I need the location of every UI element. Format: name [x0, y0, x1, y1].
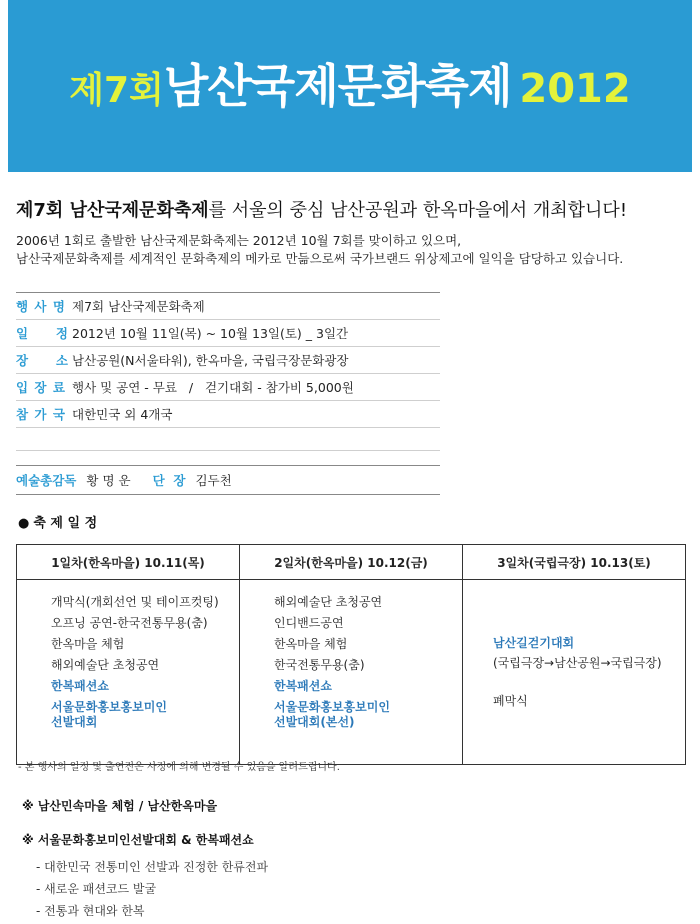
headline — [16, 196, 627, 222]
section-heading: ※ 서울문화홍보미인선발대회 & 한복패션쇼 — [22, 833, 254, 847]
schedule-item: 오프닝 공연-한국전통무용(춤) — [51, 616, 208, 630]
head-name: 김두천 — [195, 473, 232, 488]
info-row-countries — [16, 401, 440, 428]
headline-bold: 제7회 남산국제문화축제 — [16, 200, 209, 221]
schedule-body-row — [17, 580, 686, 765]
intro-line: 2006년 1회로 출발한 남산국제문화축제는 2012년 10월 7회를 맞이하고 있으며, — [16, 233, 462, 248]
info-label: 일 정 — [16, 326, 69, 341]
day2-cell — [240, 580, 463, 765]
schedule-item: 해외예술단 초청공연 — [51, 658, 160, 672]
edition-label: 제7회 — [69, 70, 164, 111]
day3-cell — [463, 580, 686, 765]
info-row-name — [16, 292, 440, 320]
director-label: 예술총감독 — [16, 473, 77, 488]
schedule-note: - 본 행사의 일정 및 출연진은 사정에 의해 변경될 수 있음을 알려드립니다. — [18, 762, 340, 773]
schedule-item: 폐막식 — [493, 694, 528, 708]
festival-year: 2012 — [519, 66, 631, 112]
info-row-fee — [16, 374, 440, 401]
bullet-item: - 새로운 패션코드 발굴 — [36, 882, 157, 896]
schedule-highlight: 한복패션쇼 — [51, 679, 109, 693]
info-label: 참 가 국 — [16, 407, 66, 422]
info-row-blank — [16, 428, 440, 451]
spacer — [493, 673, 685, 691]
header-banner — [8, 0, 692, 172]
schedule-highlight: 서울문화홍보홍보미인 — [51, 700, 167, 714]
schedule-highlight: 남산길걷기대회 — [493, 636, 575, 650]
event-info-table — [16, 292, 440, 495]
section-heading: ※ 남산민속마을 체험 / 남산한옥마을 — [22, 799, 218, 813]
schedule-item: 한옥마을 체험 — [274, 637, 348, 651]
festival-title — [8, 50, 692, 116]
schedule-highlight: 선발대회(본선) — [274, 715, 355, 729]
info-label: 입 장 료 — [16, 380, 66, 395]
schedule-highlight: 서울문화홍보홍보미인 — [274, 700, 390, 714]
schedule-table — [16, 544, 686, 765]
info-value: 남산공원(N서울타워), 한옥마을, 국립극장문화광장 — [72, 353, 349, 368]
info-value: 2012년 10월 11일(목) ~ 10월 13일(토) _ 3일간 — [72, 326, 349, 341]
schedule-item: 해외예술단 초청공연 — [274, 595, 383, 609]
schedule-title-text: 축 제 일 정 — [33, 516, 98, 531]
schedule-item: 인디밴드공연 — [274, 616, 344, 630]
info-label: 행 사 명 — [16, 299, 66, 314]
bullet-dot-icon: ● — [18, 516, 30, 531]
schedule-item: 한국전통무용(춤) — [274, 658, 365, 672]
schedule-header-row — [17, 545, 686, 580]
director-name: 황 명 운 — [86, 473, 131, 488]
intro-line: 남산국제문화축제를 세계적인 문화축제의 메카로 만듦으로써 국가브랜드 위상제고에 일익을 담당하고 있습니다. — [16, 251, 624, 266]
schedule-item: 개막식(개회선언 및 테이프컷팅) — [51, 595, 219, 609]
info-row-venue — [16, 347, 440, 374]
head-label: 단 장 — [152, 473, 186, 488]
day2-header: 2일차(한옥마을) 10.12(금) — [240, 545, 463, 580]
intro-text — [16, 232, 623, 268]
info-row-staff — [16, 465, 440, 495]
info-value: 행사 및 공연 - 무료 / 걷기대회 - 참가비 5,000원 — [72, 380, 354, 395]
schedule-highlight: 한복패션쇼 — [274, 679, 332, 693]
schedule-title — [18, 512, 97, 531]
info-row-date — [16, 320, 440, 347]
bullet-item: - 대한민국 전통미인 선발과 진정한 한류전파 — [36, 860, 269, 874]
headline-rest: 를 서울의 중심 남산공원과 한옥마을에서 개최합니다! — [208, 200, 628, 221]
bullet-item: - 전통과 현대와 한복 — [36, 904, 145, 918]
section-bullets — [36, 856, 268, 922]
info-value: 대한민국 외 4개국 — [72, 407, 173, 422]
day1-cell — [17, 580, 240, 765]
festival-name: 남산국제문화축제 — [163, 59, 512, 113]
info-label: 장 소 — [16, 353, 69, 368]
schedule-item: (국립극장→남산공원→국립극장) — [493, 656, 662, 670]
day3-header: 3일차(국립극장) 10.13(토) — [463, 545, 686, 580]
day1-header: 1일차(한옥마을) 10.11(목) — [17, 545, 240, 580]
schedule-highlight: 선발대회 — [51, 715, 98, 729]
schedule-item: 한옥마을 체험 — [51, 637, 125, 651]
info-value: 제7회 남산국제문화축제 — [72, 299, 205, 314]
